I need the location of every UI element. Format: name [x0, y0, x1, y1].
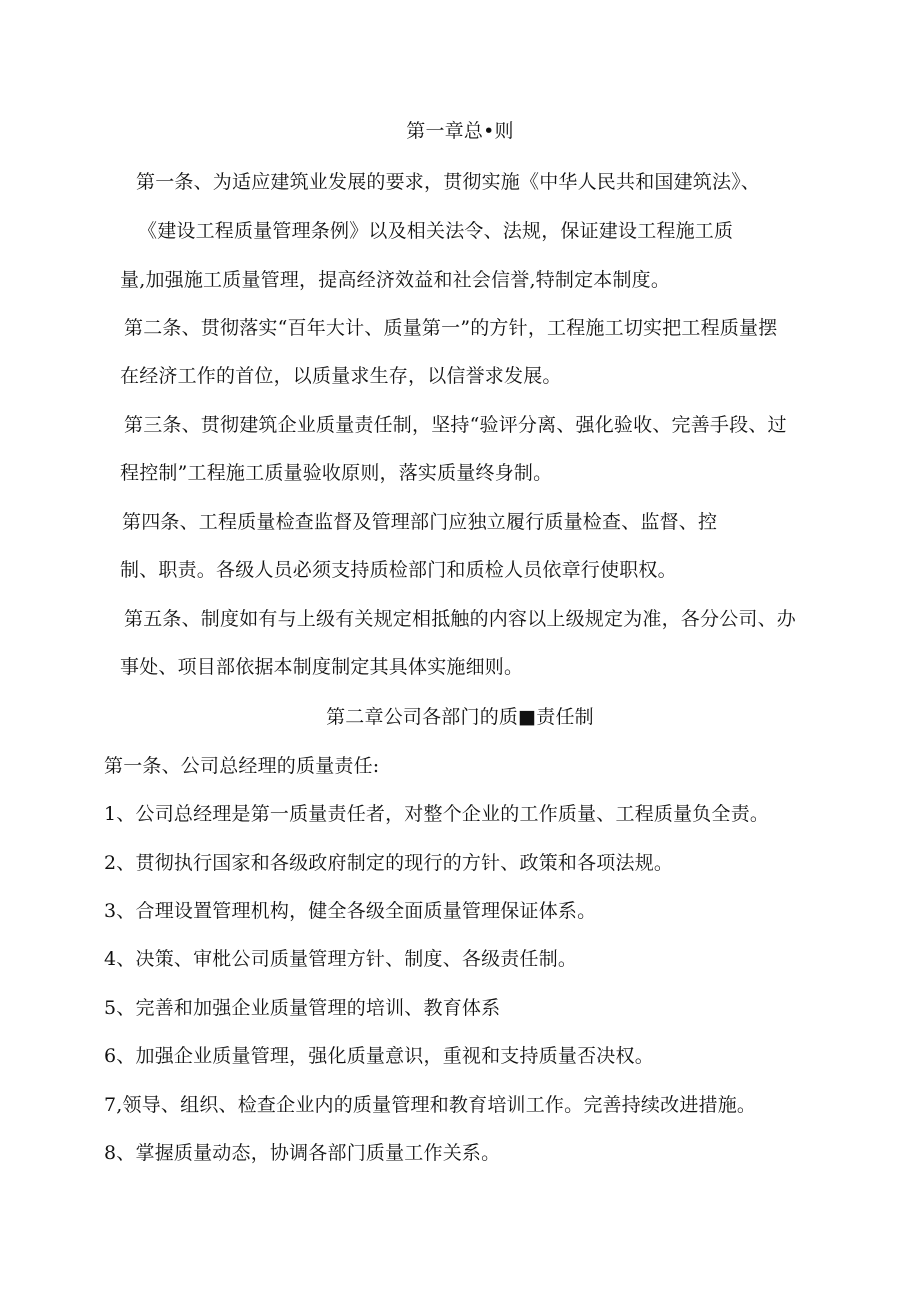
chapter-2-line: 第一条、公司总经理的质量责任:	[104, 755, 380, 777]
chapter-2-line: 1、公司总经理是第一质量责任者，对整个企业的工作质量、工程质量负全责。	[104, 803, 770, 825]
chapter-2-line: 4、决策、审枇公司质量管理方针、制度、各级责任制。	[104, 948, 578, 970]
chapter-1-title: 第一章总•则	[406, 120, 514, 142]
chapter-2-line: 6、加强企业质量管理，强化质量意识，重视和支持质量否决权。	[104, 1045, 654, 1067]
chapter-1-line: 第一条、为适应建筑业发展的要求，贯彻实施《中华人民共和国建筑法》、	[136, 171, 761, 193]
chapter-2-title: 第二章公司各部门的质■责任制	[326, 706, 594, 728]
chapter-1-line: 《建设工程质量管理条例》以及相关法令、法规，保证建设工程施工质	[138, 220, 734, 242]
chapter-2-line: 2、贯彻执行国家和各级政府制定的现行的方针、政策和各项法规。	[104, 852, 674, 874]
chapter-2-line: 5、完善和加强企业质量管理的培训、教育体系	[104, 997, 501, 1019]
chapter-1-line: 在经济工作的首位，以质量求生存，以信誉求发展。	[120, 365, 562, 387]
chapter-1-line: 第三条、贯彻建筑企业质量责任制，坚持“验评分离、强化验收、完善手段、过	[124, 414, 787, 436]
chapter-2-line: 7,领导、组织、检查企业内的质量管理和教育培训工作。完善持续改进措施。	[104, 1094, 757, 1116]
chapter-1-line: 第五条、制度如有与上级有关规定相抵触的内容以上级规定为准，各分公司、办	[124, 608, 797, 630]
chapter-1-line: 程控制”工程施工质量验收原则，落实质量终身制。	[120, 462, 553, 484]
chapter-2-line: 3、合理设置管理机构，健全各级全面质量管理保证体系。	[104, 900, 597, 922]
chapter-1-line: 第四条、工程质量检查监督及管理部门应独立履行质量检查、监督、控	[122, 511, 718, 533]
chapter-1-line: 第二条、贯彻落实“百年大计、质量第一”的方针，工程施工切实把工程质量摆	[124, 317, 778, 339]
chapter-1-line: 制、职责。各级人员必须支持质检部门和质检人员依章行使职权。	[120, 559, 677, 581]
chapter-1-line: 事处、项目部依据本制度制定其具体实施细则。	[120, 656, 524, 678]
chapter-1-line: 量,加强施工质量管理，提高经济效益和社会信誉,特制定本制度。	[120, 269, 671, 291]
chapter-2-line: 8、掌握质量动态，协调各部门质量工作关系。	[104, 1142, 501, 1164]
